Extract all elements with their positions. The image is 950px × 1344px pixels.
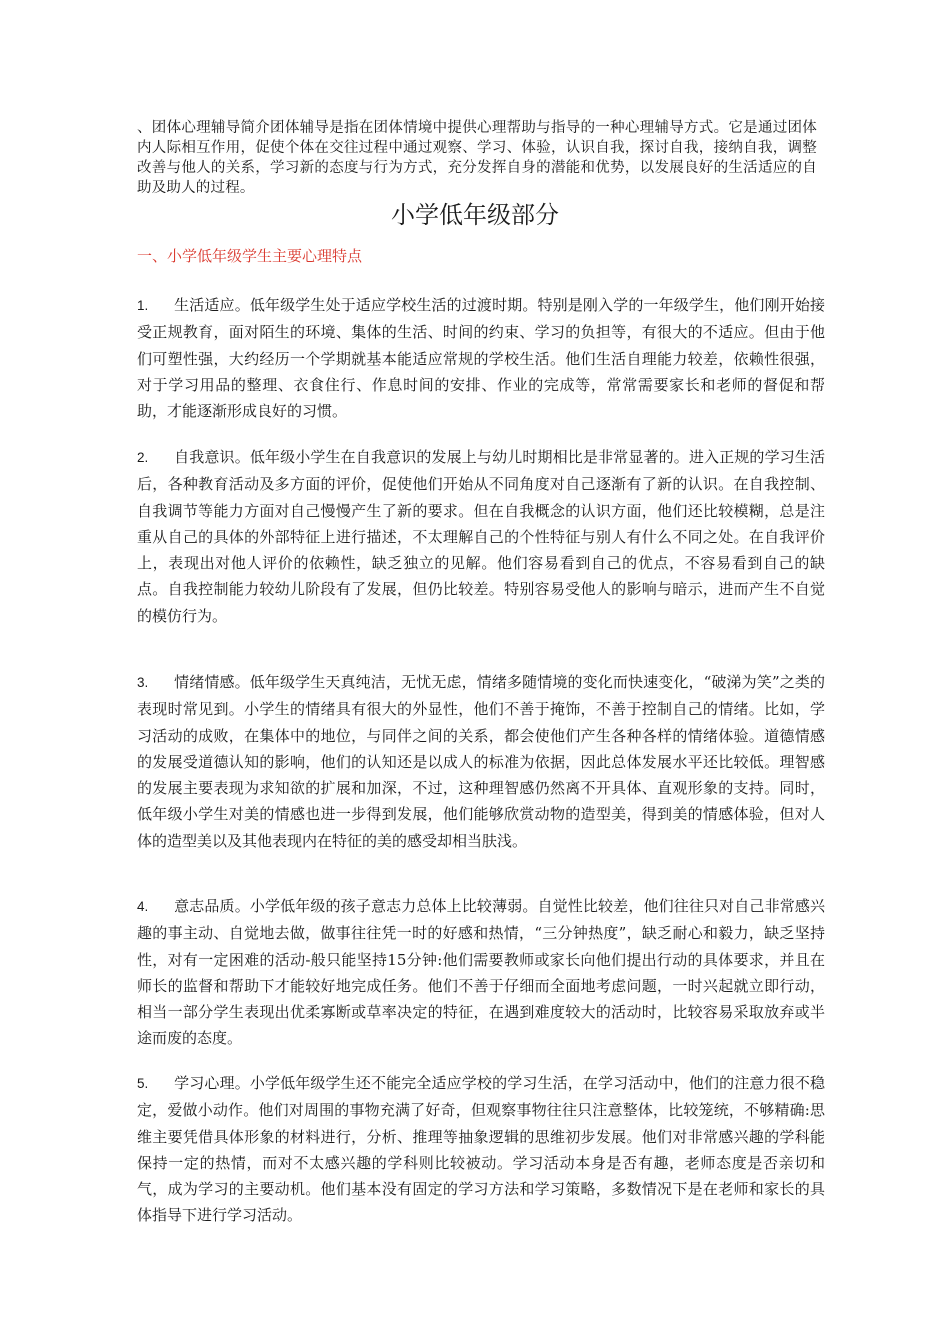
list-item: [137, 669, 825, 854]
list-item: [137, 1070, 825, 1229]
item-text: 自我意识。低年级小学生在自我意识的发展上与幼儿时期相比是非常显著的。进入正规的学习生活后，各种教育活动及多方面的评价，促使他们开始从不同角度对自己逐渐有了新的认识。在自我控制、自我调节等能力方面对自己慢慢产生了新的要求。但在自我概念的认识方面，他们还比较模糊，总是注重从自己的具体的外部特征上进行描述，不太理解自己的个性特征与别人有什么不同之处。在自我评价上，表现出对他人评价的依赖性，缺乏独立的见解。他们容易看到自己的优点，不容易看到自己的缺点。自我控制能力较幼儿阶段有了发展，但仍比较差。特别容易受他人的影响与暗示，进而产生不自觉的模仿行为。: [137, 448, 825, 625]
item-number: 5.: [137, 1076, 149, 1091]
item-text: 学习心理。小学低年级学生还不能完全适应学校的学习生活，在学习活动中，他们的注意力很不稳定，爱做小动作。他们对周围的事物充满了好奇，但观察事物往往只注意整体，比较笼统，不够精确:思维主要凭借具体形象的材料进行，分析、推理等抽象逻辑的思维初步发展。他们对非常感兴趣的学科能保持一定的热情，而对不太感兴趣的学科则比较被动。学习活动本身是否有趣，老师态度是否亲切和气，成为学习的主要动机。他们基本没有固定的学习方法和学习策略，多数情况下是在老师和家长的具体指导下进行学习活动。: [137, 1074, 825, 1225]
section-heading: 一、小学低年级学生主要心理特点: [137, 247, 363, 265]
item-number: 3.: [137, 675, 149, 690]
page-title: 小学低年级部分: [391, 201, 559, 229]
list-item: [137, 444, 825, 629]
item-text: 情绪情感。低年级学生天真纯洁，无忧无虑，情绪多随情境的变化而快速变化，“破涕为笑”之类的表现时常见到。小学生的情绪具有很大的外显性，他们不善于掩饰，不善于控制自己的情绪。比如，学习活动的成败，在集体中的地位，与同伴之间的关系，都会使他们产生各种各样的情绪体验。道德情感的发展受道德认知的影响，他们的认知还是以成人的标准为依据，因此总体发展水平还比较低。理智感的发展主要表现为求知欲的扩展和加深，不过，这种理智感仍然离不开具体、直观形象的支持。同时，低年级小学生对美的情感也进一步得到发展，他们能够欣赏动物的造型美，得到美的情感体验，但对人体的造型美以及其他表现内在特征的美的感受却相当肤浅。: [137, 673, 825, 850]
list-item: [137, 292, 825, 424]
item-text: 生活适应。低年级学生处于适应学校生活的过渡时期。特别是刚入学的一年级学生，他们刚开始接受正规教育，面对陌生的环境、集体的生活、时间的约束、学习的负担等，有很大的不适应。但由于他们可塑性强，大约经历一个学期就基本能适应常规的学校生活。他们生活自理能力较差，依赖性很强，对于学习用品的整理、衣食住行、作息时间的安排、作业的完成等，常常需要家长和老师的督促和帮助，才能逐渐形成良好的习惯。: [137, 296, 825, 421]
item-number: 1.: [137, 298, 149, 313]
intro-paragraph: 、团体心理辅导简介团体辅导是指在团体情境中提供心理帮助与指导的一种心理辅导方式。它是通过团体内人际相互作用，促使个体在交往过程中通过观察、学习、体验，认识自我，探讨自我，接纳自我，调整改善与他人的关系，学习新的态度与行为方式，充分发挥自身的潜能和优势，以发展良好的生活适应的自助及助人的过程。: [137, 120, 817, 196]
item-number: 2.: [137, 450, 149, 465]
item-text: 意志品质。小学低年级的孩子意志力总体上比较薄弱。自觉性比较差，他们往往只对自己非常感兴趣的事主动、自觉地去做，做事往往凭一时的好感和热情，“三分钟热度”，缺乏耐心和毅力，缺乏坚持性，对有一定困难的活动-般只能坚持15分钟:他们需要教师或家长向他们提出行动的具体要求，并且在师长的监督和帮助下才能较好地完成任务。他们不善于仔细而全面地考虑问题，一时兴起就立即行动，相当一部分学生表现出优柔寡断或草率决定的特征，在遇到难度较大的活动时，比较容易采取放弃或半途而废的态度。: [137, 897, 825, 1048]
list-item: [137, 893, 825, 1052]
item-number: 4.: [137, 899, 149, 914]
